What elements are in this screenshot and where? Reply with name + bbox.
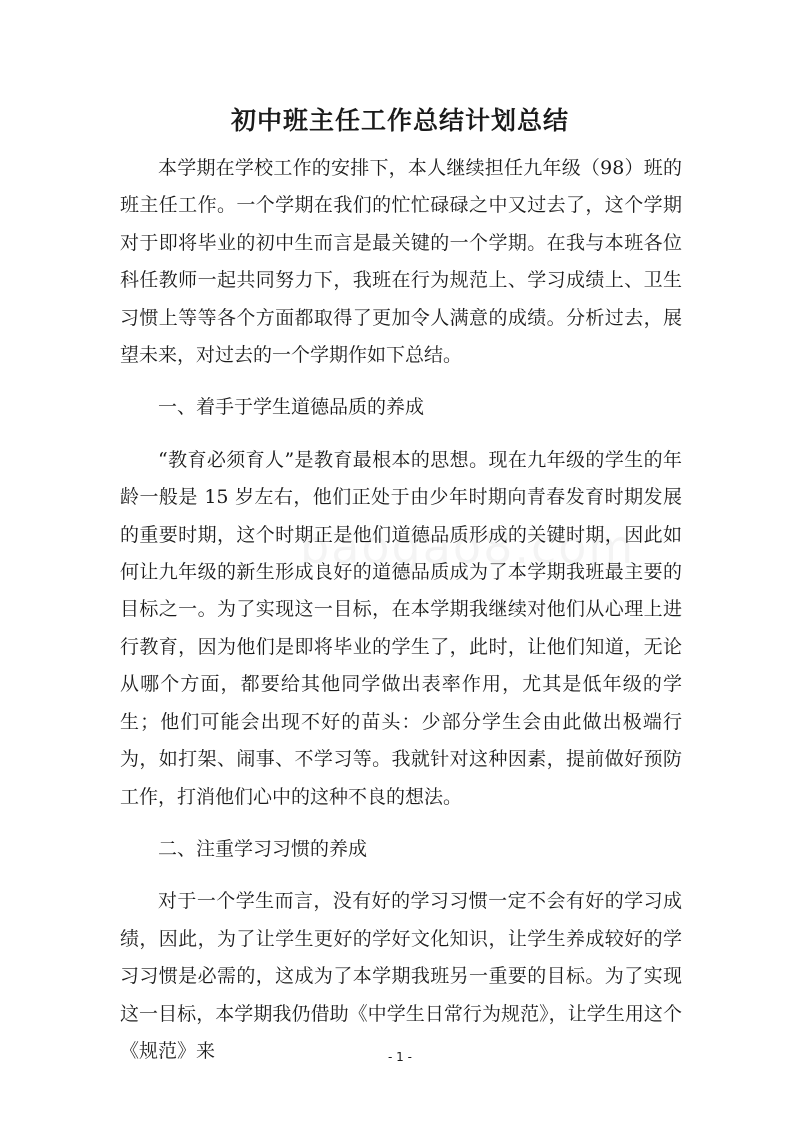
page-number: - 1 - [388,1050,412,1064]
document-body [120,150,682,1085]
section-heading-2: 二、注重学习习惯的养成 [158,837,368,860]
paragraph-section-1: “教育必须育人”是教育最根本的思想。现在九年级的学生的年龄一般是 15 岁左右，他们正处于由少年时期向青春发育时期发展的重要时期，这个时期正是他们道德品质形成的关键时期，因此如何让九年级的新生形成良好的道德品质成为了本学期我班最主要的目标之一。为了实现这一目标，在本学期我继续对他们从心理上进行教育，因为他们是即将毕业的学生了，此时，让他们知道，无论从哪个方面，都要给其他同学做出表率作用，尤其是低年级的学生；他们可能会出现不好的苗头：少部分学生会由此做出极端行为，如打架、闹事、不学习等。我就针对这种因素，提前做好预防工作，打消他们心中的这种不良的想法。 [120,448,682,808]
section-heading-1: 一、着手于学生道德品质的养成 [158,396,425,419]
document-title: 初中班主任工作总结计划总结 [230,106,569,135]
paragraph-section-2: 对于一个学生而言，没有好的学习习惯一定不会有好的学习成绩，因此，为了让学生更好的学好文化知识，让学生养成较好的学习习惯是必需的，这成为了本学期我班另一重要的目标。为了实现这一目标，本学期我仍借助《中学生日常行为规范》，让学生用这个《规范》来 [120,890,682,1062]
paragraph-intro: 本学期在学校工作的安排下，本人继续担任九年级（98）班的班主任工作。一个学期在我们的忙忙碌碌之中又过去了，这个学期对于即将毕业的初中生而言是最关键的一个学期。在我与本班各位科任教师一起共同努力下，我班在行为规范上、学习成绩上、卫生习惯上等等各个方面都取得了更加令人满意的成绩。分析过去，展望未来，对过去的一个学期作如下总结。 [120,157,682,367]
